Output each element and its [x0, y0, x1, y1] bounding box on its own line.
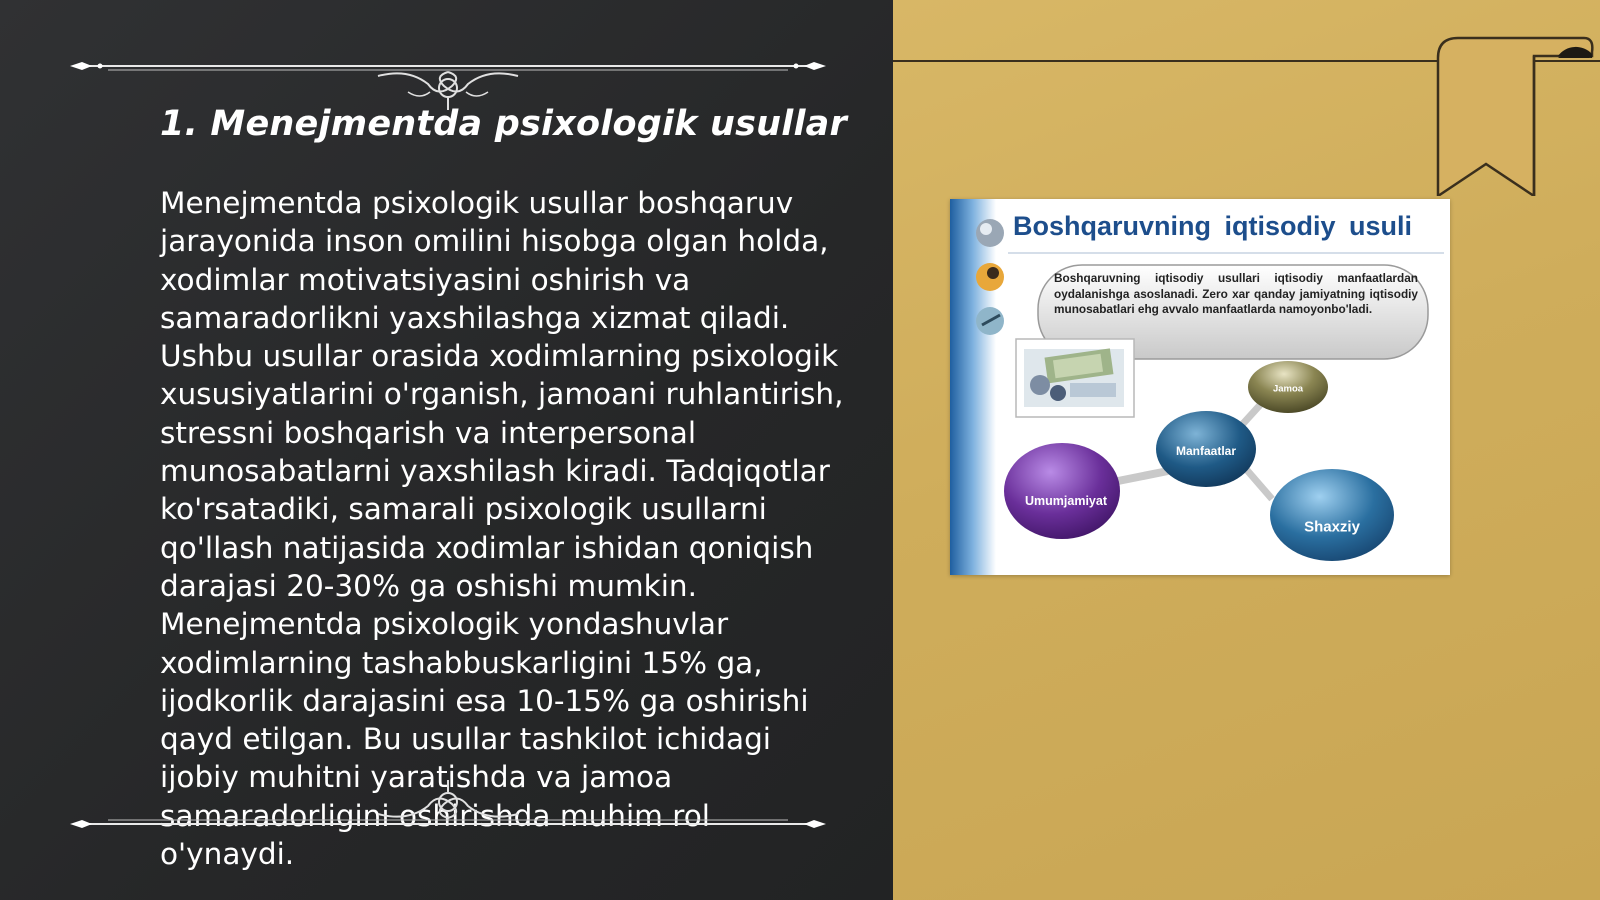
bookmark-ribbon-icon — [1434, 36, 1594, 196]
slide-heading: Boshqaruvning iqtisodiy usuli — [1013, 211, 1413, 241]
page-title: 1. Menejmentda psixologik usullar — [160, 104, 847, 144]
bubble-manfaatlar: Manfaatlar — [1175, 444, 1237, 458]
body-paragraph: Menejmentda psixologik usullar boshqaruv jarayonida inson omilini hisobga olgan holda, xodimlar motivatsiyasini oshirish va samaradorlikni yaxshilashga xizmat qiladi. Ushbu usullar orasida xodimlarning psixologik xususiyatlarini o'rganish, jamoani ruhlantirish, stressni boshqarish va interpersonal munosabatlarni yaxshilash kiradi. Tadqiqotlar ko'rsatadiki, samarali psixologik usullarni qo'llash natijasida xodimlar ishidan qoniqish darajasi 20-30% ga oshishi mumkin. Menejmentda psixologik yondashuvlar xodimlarning tashabbuskarligini 15% ga, ijodkorlik darajasini esa 10-15% ga oshirishi qayd etilgan. Bu usullar tashkilot ichidagi ijobiy muhitni yaratishda va jamoa samaradorligini oshirishda muhim rol o'ynaydi. — [160, 186, 844, 872]
ornament-divider-icon — [68, 54, 828, 110]
bubble-umumjamiyat: Umumjamiyat — [1025, 494, 1107, 508]
bubble-shaxsiy: Shaxziy — [1304, 518, 1360, 536]
bubble-jamoa: Jamoa — [1272, 383, 1304, 395]
embedded-slide-image — [950, 199, 1450, 575]
slide-paragraph: Boshqaruvning iqtisodiy usullari iqtisodiy manfaatlardan oydalanishga asoslanadi. Zero xar qanday jamiyatning iqtisodiy munosabatlari ehg avvalo manfaatlarda namoyonbo'ladi. — [1054, 271, 1418, 316]
ornament-divider-icon — [68, 778, 828, 834]
slide-graphics — [950, 199, 1450, 575]
